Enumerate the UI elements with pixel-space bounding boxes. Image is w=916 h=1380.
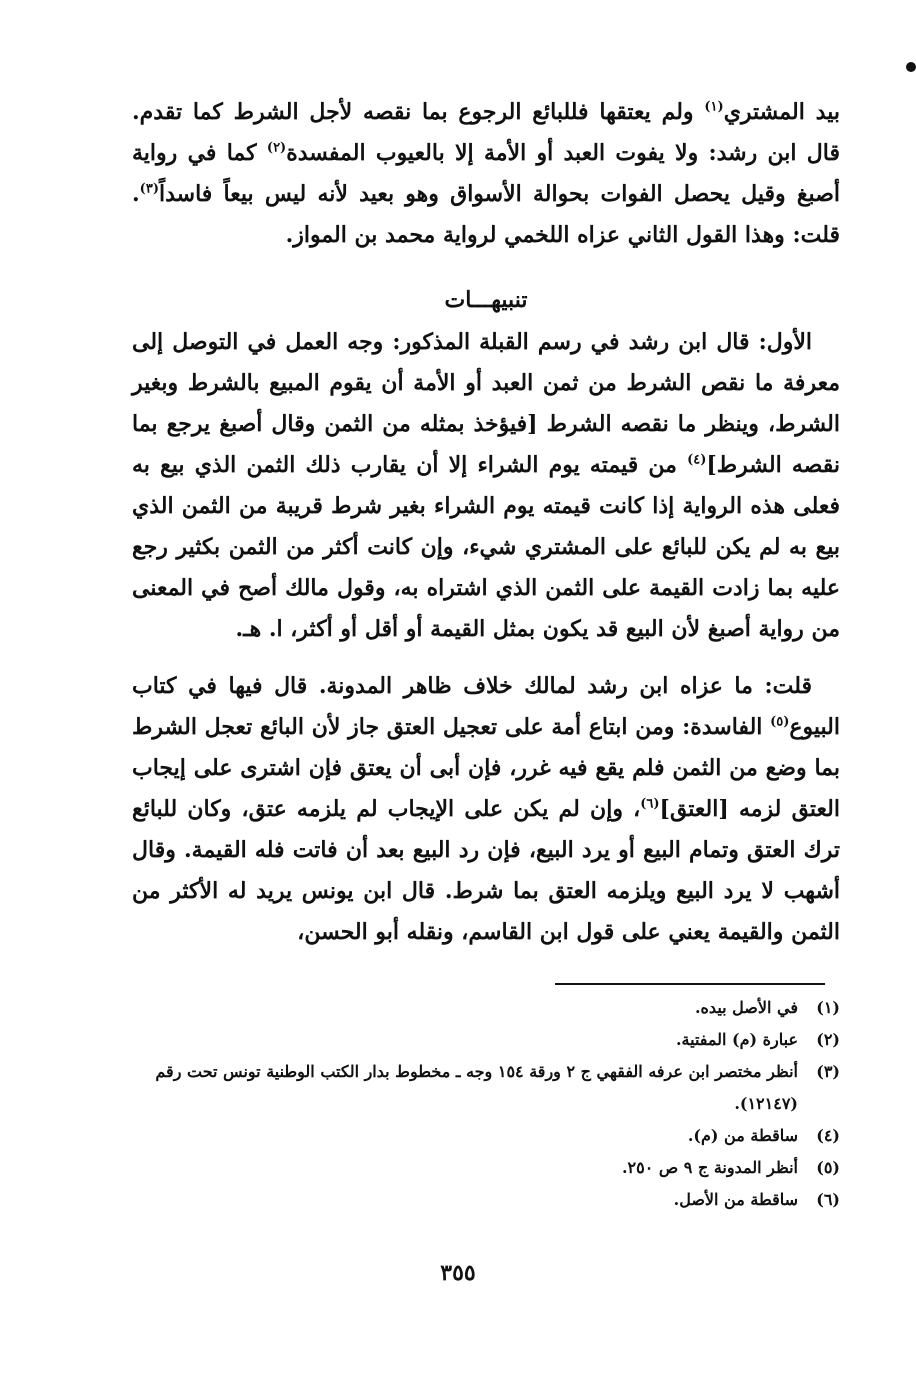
section-heading: تنبيهـــات [444, 287, 528, 313]
text-run: . قلت: وهذا القول الثاني عزاه اللخمي لرواية محمد بن المواز. [132, 181, 840, 248]
paragraph-first-note [132, 322, 840, 650]
page-number: ٣٥٥ [440, 1260, 476, 1286]
footnote-ref-2[interactable]: (٢) [266, 140, 287, 156]
text-run: ولم يعتقها فللبائع الرجوع بما نقصه لأجل الشرط كما تقدم. قال ابن رشد: ولا يفوت العبد أو الأمة إلا بالعيوب المفسدة [132, 99, 840, 166]
text-run: بيد المشتري [723, 99, 840, 125]
footnote-ref-1[interactable]: (١) [704, 99, 724, 115]
footnotes-list [132, 992, 840, 1216]
footnote-number: (٣) [816, 1062, 840, 1081]
paragraph-1 [132, 92, 840, 256]
footnote-number: (٥) [816, 1158, 840, 1177]
footnote-ref-3[interactable]: (٣) [139, 181, 159, 197]
footnote-text: أنظر مختصر ابن عرفه الفقهي ج ٢ ورقة ١٥٤ وجه ـ مخطوط بدار الكتب الوطنية تونس تحت رقم (١٢١٤٧). [155, 1062, 798, 1113]
footnote-number: (٢) [816, 1030, 840, 1049]
footnote-text: ساقطة من (م). [687, 1126, 798, 1145]
text-run: قلت: ما عزاه ابن رشد لمالك خلاف ظاهر المدونة. قال فيها في كتاب البيوع [132, 673, 840, 740]
footnote-separator [555, 983, 825, 985]
footnote-item [132, 1120, 840, 1152]
footnote-item [132, 1184, 840, 1216]
footnote-text: أنظر المدونة ج ٩ ص ٢٥٠. [621, 1158, 798, 1177]
footnote-number: (٤) [816, 1126, 840, 1145]
footnote-text: في الأصل بيده. [694, 998, 798, 1017]
paragraph-2 [132, 322, 840, 650]
footnote-item [132, 1152, 840, 1184]
text-run: الفاسدة: ومن ابتاع أمة على تعجيل العتق جاز لأن البائع تعجل الشرط بما وضع من الثمن فلم يقع فيه غرر، فإن أبى أن يعتق فإن اشترى على إيجاب العتق لزمه [العتق] [132, 714, 840, 822]
text-run: الأول: قال ابن رشد في رسم القبلة المذكور: وجه العمل في التوصل إلى معرفة ما نقص الشرط من ثمن العبد أو الأمة أن يقوم المبيع بالشرط وبغير الشرط، وينظر ما نقصه الشرط [فيؤخذ بمثله من الثمن وقال أصبغ يرجع بما نقصه الشرط] [132, 329, 840, 478]
footnote-text: عبارة (م) المفتية. [675, 1030, 798, 1049]
footnote-item [132, 992, 840, 1024]
footnote-ref-5[interactable]: (٥) [770, 714, 790, 730]
paragraph-qultu [132, 666, 840, 953]
footnote-ref-6[interactable]: (٦) [640, 796, 660, 812]
footnote-number: (١) [816, 998, 840, 1017]
footnote-text: ساقطة من الأصل. [673, 1190, 798, 1209]
footnote-number: (٦) [816, 1190, 840, 1209]
footnote-ref-4[interactable]: (٤) [687, 452, 707, 468]
paragraph-3 [132, 666, 840, 953]
text-run: من قيمته يوم الشراء إلا أن يقارب ذلك الثمن الذي بيع به فعلى هذه الرواية إذا كانت قيمته يوم الشراء بغير شرط قريبة من الثمن الذي بيع به لم يكن للبائع على المشتري شيء، وإن كانت أكثر من الثمن بكثير رجع عليه بما زادت القيمة على الثمن الذي اشتراه به، وقول مالك أصح في المعنى من رواية أصبغ لأن البيع قد يكون بمثل القيمة أو أقل أو أكثر، ا. هـ. [132, 452, 840, 642]
text-run: كما في رواية أصبغ وقيل يحصل الفوات بحوالة الأسواق وهو بعيد لأنه ليس بيعاً فاسداً [132, 140, 840, 207]
footnote-item [132, 1024, 840, 1056]
footnote-item [132, 1056, 840, 1120]
text-run: ، وإن لم يكن على الإيجاب لم يلزمه عتق، وكان للبائع ترك العتق وتمام البيع أو يرد البيع، فإن رد البيع بعد أن فاتت فله القيمة. وقال أشهب لا يرد البيع ويلزمه العتق بما شرط. قال ابن يونس يريد له الأكثر من الثمن والقيمة يعني على قول ابن القاسم، ونقله أبو الحسن، [132, 796, 840, 945]
paragraph-continuation [132, 92, 840, 256]
margin-dot-mark [906, 62, 916, 72]
